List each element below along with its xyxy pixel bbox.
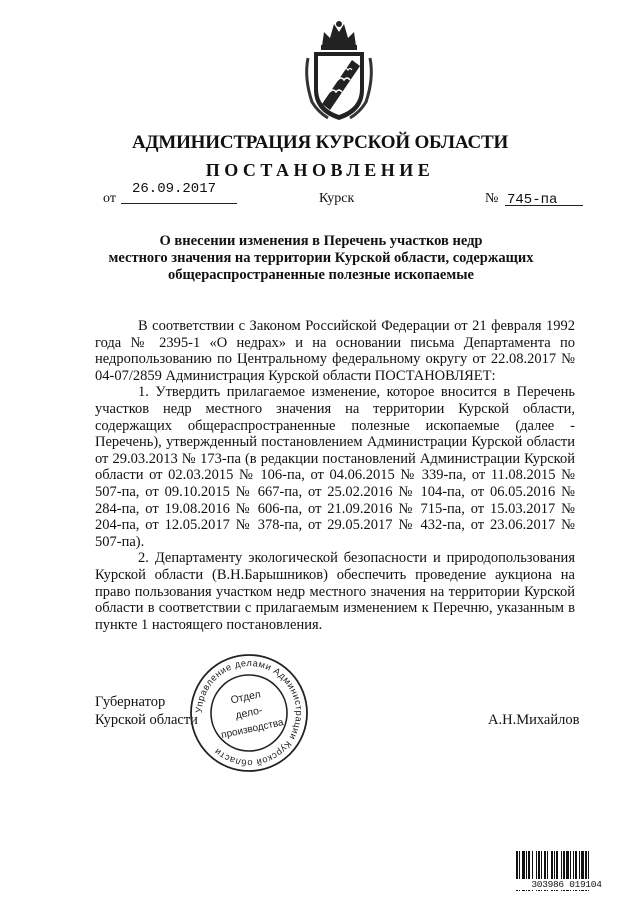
body-paragraph: 2. Департаменту экологической безопасности и природопользования Курской области (В.Н.Барышников) обеспечить проведение аукциона на право пользования участком недр местного значения на территории Курской области в соответствии с прилагаемым изменением к Перечню, указанным в пункте 1 настоящего постановления. — [95, 550, 575, 633]
svg-text:дело-: дело- — [234, 704, 264, 722]
document-subject — [95, 233, 547, 284]
date-underline — [121, 203, 237, 204]
body-paragraph: 1. Утвердить прилагаемое изменение, которое вносится в Перечень участков недр местного значения на территории Курской области, содержащих общераспространенные полезные ископаемые (далее - Перечень), утвержденный постановлением Администрации Курской области от 29.03.2013 № 173-па (в редакции постановлений Администрации Курской области от 02.03.2015 № 106-па, от 04.06.2015 № 339-па, от 11.08.2015 № 507-па, от 09.10.2015 № 667-па, от 25.02.2016 № 104-па, от 06.05.2016 № 284-па, от 19.08.2016 № 606-па, от 21.09.2016 № 715-па, от 15.03.2017 № 204-па, от 12.05.2017 № 378-па, от 29.05.2017 № 432-па, от 23.06.2017 № 507-па). — [95, 384, 575, 550]
subject-line: общераспространенные полезные ископаемые — [168, 267, 474, 283]
subject-line: О внесении изменения в Перечень участков недр — [159, 233, 483, 249]
signatory-position — [95, 693, 198, 729]
signatory-name: А.Н.Михайлов — [488, 712, 580, 728]
subject-line: местного значения на территории Курской области, содержащих — [108, 250, 534, 266]
city-name: Курск — [319, 191, 355, 206]
body-paragraph: В соответствии с Законом Российской Федерации от 21 февраля 1992 года № 2395-1 «О недрах» и на основании письма Департамента по недропользованию по Центральному федеральному округу от 22.08.2017 № 04-07/2859 Администрация Курской области ПОСТАНОВЛЯЕТ: — [95, 318, 575, 384]
svg-text:Управление делами Администраци: Управление делами Администрации Курской области — [193, 657, 305, 769]
coat-of-arms-icon — [302, 18, 376, 122]
document-type-title: ПОСТАНОВЛЕНИЕ — [205, 160, 435, 180]
document-date: 26.09.2017 — [132, 181, 217, 197]
number-underline — [505, 205, 583, 206]
office-stamp-icon — [188, 652, 310, 774]
svg-text:производства: производства — [220, 717, 285, 742]
document-number: 745-па — [507, 192, 558, 208]
number-prefix: № — [485, 191, 499, 206]
document-body — [95, 318, 575, 633]
barcode-number: 303986 019104 — [515, 879, 618, 890]
signatory-position-line: Губернатор — [95, 694, 166, 710]
organization-title: АДМИНИСТРАЦИЯ КУРСКОЙ ОБЛАСТИ — [131, 132, 509, 153]
signatory-position-line: Курской области — [95, 712, 198, 728]
date-prefix: от — [103, 191, 116, 206]
svg-text:Отдел: Отдел — [229, 688, 262, 707]
